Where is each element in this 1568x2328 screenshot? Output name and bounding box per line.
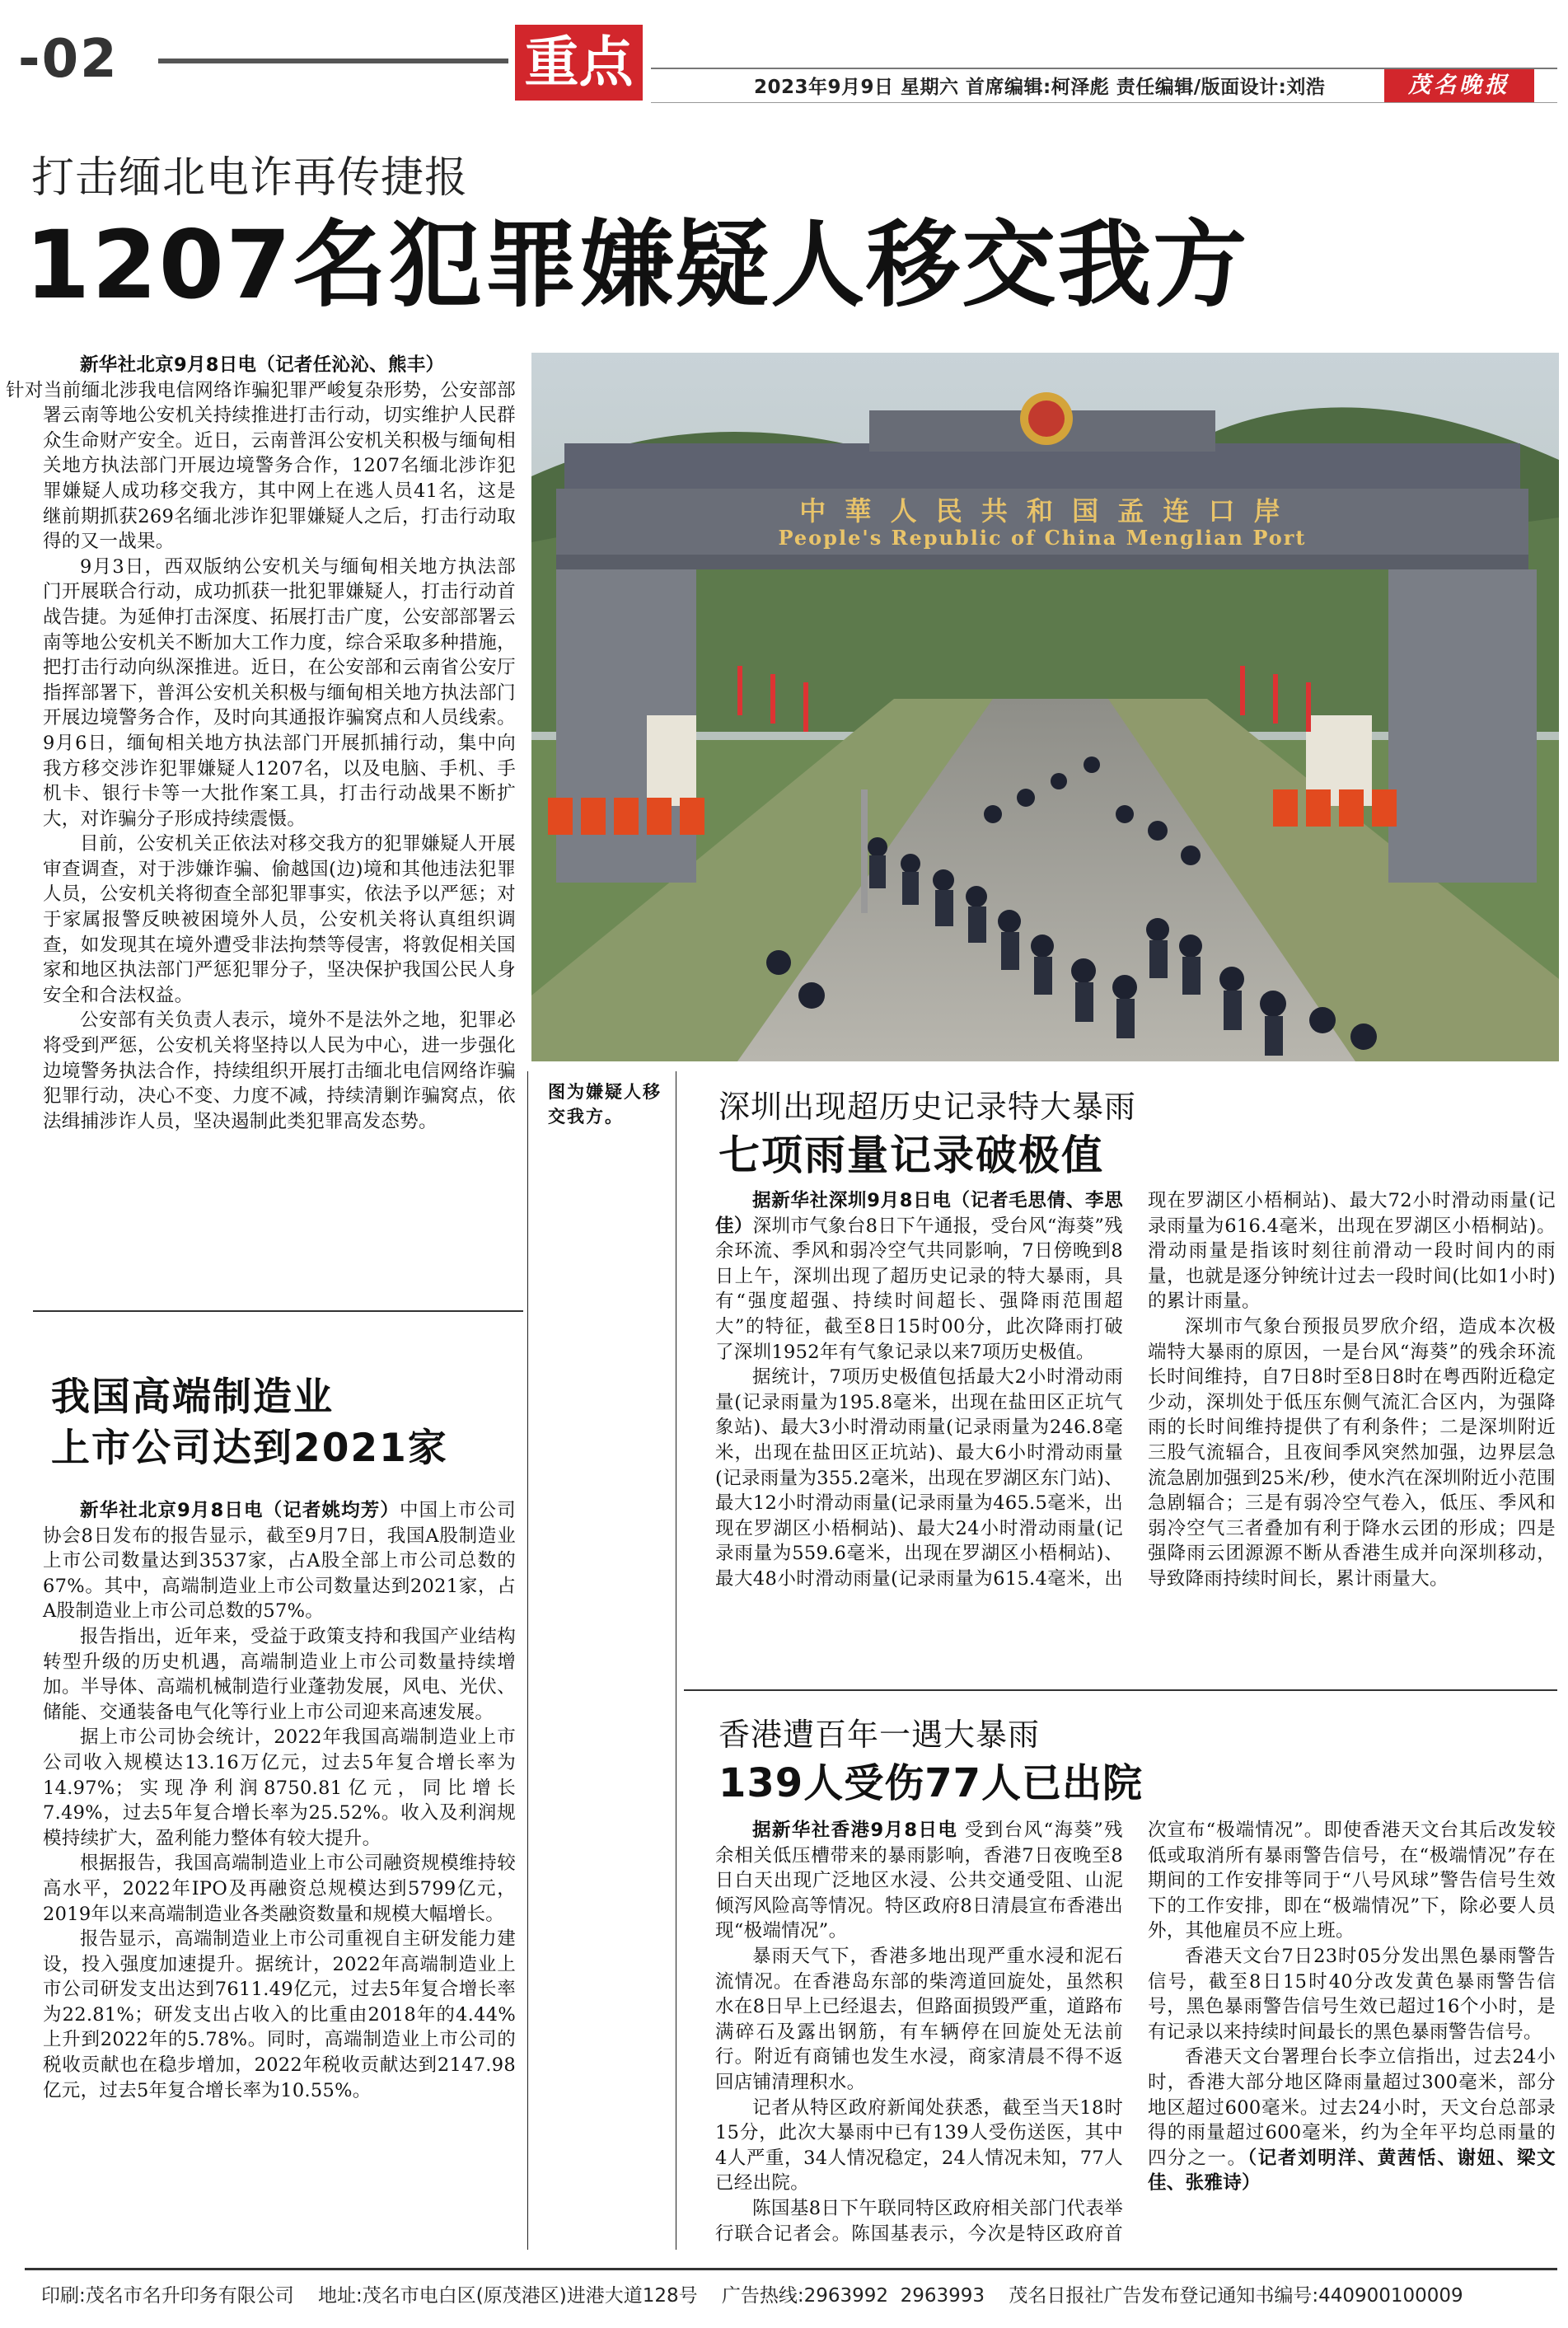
hongkong-text-6: 香港天文台署理台长李立信指出，过去24小时，香港大部分地区降雨量超过300毫米，部分地区超过600毫米。过去24小时，天文台总部录得的雨量超过600毫米，约为全年平均总雨量的四分之一。 — [1148, 2046, 1556, 2169]
manufacturing-article — [43, 1498, 516, 2103]
manufacturing-paragraph-5: 报告显示，高端制造业上市公司重视自主研发能力建设，投入强度加速提升。据统计，2022年高端制造业上市公司研发支出达到7611.49亿元，过去5年复合增长率为22.81%；研发支出占收入的比重由2018年的4.44%上升到2022年的5.78%。同时，高端制造业上市公司的税收贡献也在稳步增加，2022年税收贡献达到2147.98亿元，过去5年复合增长率为10.55%。 — [43, 1928, 516, 2101]
gate-sign-english: People's Republic of China Menglian Port — [778, 526, 1307, 550]
gate-sign-chinese: 中 華 人 民 共 和 国 孟 连 口 岸 — [799, 495, 1285, 527]
shenzhen-paragraph-1 — [715, 1188, 1123, 1365]
shenzhen-dateline: 据新华社深圳9月8日电（记者毛思倩、李思佳） — [715, 1190, 1123, 1237]
hongkong-kicker: 香港遭百年一遇大暴雨 — [718, 1717, 1041, 1753]
shenzhen-paragraph-2: 据统计，7项历史极值包括最大2小时滑动雨量(记录雨量为195.8毫米，出现在盐田区正坑气象站)、最大3小时滑动雨量(记录雨量为246.8毫米，出现在盐田区正坑站)、最大6小时滑动雨量(记录雨量为355.2毫米，出现在罗湖区东门站)、最大12小时滑动雨量(记录雨量为465.5毫米，出现在罗湖区小梧桐站)、最大24小时滑动雨量(记录雨量为559.6毫米，出现在罗湖区小梧桐站)、最大48小时滑动雨量(记录雨量为615.4毫米，出现在罗湖区小梧桐站)、最大72小时滑动雨量(记录雨量为616.4毫米，出现在罗湖区小梧桐站)。滑动雨量是指该时刻往前滑动一段时间内的雨量，也就是逐分钟统计过去一段时间(比如1小时)的累计雨量。 — [715, 1190, 1556, 1590]
shenzhen-article — [715, 1188, 1556, 1666]
lead-paragraph-2: 9月3日，西双版纳公安机关与缅甸相关地方执法部门开展联合行动，成功抓获一批犯罪嫌疑人，打击行动首战告捷。为延伸打击深度、拓展打击广度，公安部部署云南等地公安机关不断加大工作力度，综合采取多种措施，把打击行动向纵深推进。近日，在公安部和云南省公安厅指挥部署下，普洱公安机关积极与缅甸相关地方执法部门开展边境警务合作，及时向其通报诈骗窝点和人员线索。9月6日，缅甸相关地方执法部门开展抓捕行动，集中向我方移交涉诈犯罪嫌疑人1207名，以及电脑、手机、手机卡、银行卡等一大批作案工具，打击行动战果不断扩大，对诈骗分子形成持续震慑。 — [43, 555, 516, 830]
photo-caption: 图为嫌疑人移交我方。 — [548, 1082, 662, 1127]
lead-paragraph-1 — [6, 353, 516, 555]
hongkong-paragraph-3: 记者从特区政府新闻处获悉，截至当天18时15分，此次大暴雨中已有139人受伤送医，其中4人严重，34人情况稳定，24人情况未知，77人已经出院。 — [715, 2096, 1123, 2195]
column-divider — [527, 1071, 528, 2250]
manufacturing-headline-line2: 上市公司达到2021家 — [51, 1426, 448, 1471]
lead-kicker: 打击缅北电诈再传捷报 — [31, 153, 469, 203]
hongkong-article — [715, 1818, 1556, 2255]
shenzhen-paragraph-3: 深圳市气象台预报员罗欣介绍，造成本次极端特大暴雨的原因，一是台风“海葵”的残余环流长时间维持，自7日8时至8日8时在粤西附近稳定少动，深圳处于低压东侧气流汇合区内，为强降雨的长时间维持提供了有利条件；二是深圳附近三股气流辐合，且夜间季风突然加强，边界层急流急剧加强到25米/秒，使水汽在深圳附近小范围急剧辐合；三是有弱冷空气卷入，低压、季风和弱冷空气三者叠加有利于降水云团的形成；四是强降雨云团源源不断从香港生成并向深圳移动，导致降雨持续时间长，累计雨量大。 — [1148, 1315, 1556, 1590]
lead-headline: 1207名犯罪嫌疑人移交我方 — [25, 210, 1249, 320]
footer-rule — [25, 2268, 1557, 2270]
lead-text-1: 针对当前缅北涉我电信网络诈骗犯罪严峻复杂形势，公安部部署云南等地公安机关持续推进打击行动，切实维护人民群众生命财产安全。近日，云南普洱公安机关积极与缅甸相关地方执法部门开展边境警务合作，1207名缅北涉诈犯罪嫌疑人成功移交我方，其中网上在逃人员41名，这是继前期抓获269名缅北涉诈犯罪嫌疑人之后，打击行动取得的又一战果。 — [6, 379, 516, 553]
shenzhen-text-1: 深圳市气象台8日下午通报，受台风“海葵”残余环流、季风和弱冷空气共同影响，7日傍晚到8日上午，深圳出现了超历史记录的特大暴雨，具有“强度超强、持续时间超长、强降雨范围超大”的特征，截至8日15时00分，此次降雨打破了深圳1952年有气象记录以来7项历史极值。 — [715, 1215, 1123, 1363]
hongkong-paragraph-6 — [1148, 2045, 1556, 2196]
header-info: 2023年9月9日 星期六 首席编辑:柯泽彪 责任编辑/版面设计:刘浩 — [754, 77, 1326, 98]
section-divider — [684, 1689, 1557, 1691]
hongkong-text-1: 受到台风“海葵”残余相关低压槽带来的暴雨影响，香港7日夜晚至8日白天出现广泛地区水浸、公共交通受阻、山泥倾泻风险高等情况。特区政府8日清晨宣布香港出现“极端情况”。 — [715, 1820, 1123, 1942]
lead-paragraph-4: 公安部有关负责人表示，境外不是法外之地，犯罪必将受到严惩，公安机关将坚持以人民为中心，进一步强化边境警务执法合作，持续组织开展打击缅北电信网络诈骗犯罪行动，决心不变、力度不减，持续清剿诈骗窝点，依法缉捕涉诈人员，坚决遏制此类犯罪高发态势。 — [43, 1009, 516, 1132]
manufacturing-paragraph-2: 报告指出，近年来，受益于政策支持和我国产业结构转型升级的历史机遇，高端制造业上市公司数量持续增加。半导体、高端机械制造行业蓬勃发展，风电、光伏、储能、交通装备电气化等行业上市公司迎来高速发展。 — [43, 1625, 516, 1723]
manufacturing-headline-line1: 我国高端制造业 — [51, 1375, 334, 1420]
header-rule-bottom — [651, 102, 1557, 103]
hongkong-paragraph-2: 暴雨天气下，香港多地出现严重水浸和泥石流情况。在香港岛东部的柴湾道回旋处，虽然积水在8日早上已经退去，但路面损毁严重，道路布满碎石及露出钢筋，有车辆停在回旋处无法前行。附近有商铺也发生水浸，商家清晨不得不返回店铺清理积水。 — [715, 1945, 1123, 2093]
manufacturing-paragraph-1 — [43, 1498, 516, 1624]
lead-paragraph-3: 目前，公安机关正依法对移交我方的犯罪嫌疑人开展审查调查，对于涉嫌诈骗、偷越国(边)境和其他违法犯罪人员，公安机关将彻查全部犯罪事实，依法予以严惩；对于家属报警反映被困境外人员，公安机关将认真组织调查，如发现其在境外遭受非法拘禁等侵害，将敦促相关国家和地区执法部门严惩犯罪分子，坚决保护我国公民人身安全和合法权益。 — [43, 833, 516, 1006]
hongkong-paragraph-4: 陈国基8日下午联同特区政府相关部门代表举行联合记者会。陈国基表示，今次是特区政府首次宣布“极端情况”。即使香港天文台其后改发较低或取消所有暴雨警告信号，在“极端情况”存在期间的工作安排等同于“八号风球”警告信号生效下的工作安排，即在“极端情况”下，除必要人员外，其他雇员不应上班。 — [715, 1820, 1556, 2245]
manufacturing-paragraph-3: 据上市公司协会统计，2022年我国高端制造业上市公司收入规模达13.16万亿元，过去5年复合增长率为14.97%；实现净利润8750.81亿元，同比增长7.49%，过去5年复合增长率为25.52%。收入及利润规模持续扩大，盈利能力整体有较大提升。 — [43, 1726, 516, 1849]
shenzhen-kicker: 深圳出现超历史记录特大暴雨 — [718, 1089, 1137, 1125]
manufacturing-paragraph-4: 根据报告，我国高端制造业上市公司融资规模维持较高水平，2022年IPO及再融资总规模达到5799亿元，2019年以来高端制造业各类融资数量和规模大幅增长。 — [43, 1853, 516, 1925]
page-number: -02 — [18, 29, 119, 90]
border-port-photo — [531, 353, 1559, 1061]
hongkong-credit: （记者刘明洋、黄茜恬、谢妞、梁文佳、张雅诗） — [1148, 2147, 1556, 2195]
lead-dateline: 新华社北京9月8日电（记者任沁沁、熊丰） — [80, 354, 445, 376]
manufacturing-text-1: 中国上市公司协会8日发布的报告显示，截至9月7日，我国A股制造业上市公司数量达到3537家，占A股全部上市公司总数的67%。其中，高端制造业上市公司数量达到2021家，占A股制造业上市公司总数的57%。 — [43, 1500, 516, 1623]
header-rule-left — [158, 59, 508, 63]
masthead-logo: 茂名晚报 — [1384, 69, 1534, 102]
lead-article — [6, 353, 516, 1134]
section-tag: 重点 — [515, 25, 643, 101]
manufacturing-headline — [51, 1372, 448, 1474]
footer-info: 印刷:茂名市名升印务有限公司 地址:茂名市电白区(原茂港区)进港大道128号 广告热线:2963992 2963993 茂名日报社广告发布登记通知书编号:440900100009 — [41, 2285, 1463, 2307]
shenzhen-headline: 七项雨量记录破极值 — [718, 1131, 1104, 1179]
section-divider — [33, 1310, 523, 1312]
hongkong-paragraph-1 — [715, 1818, 1123, 1944]
photo-illustration — [531, 353, 1559, 1061]
manufacturing-dateline: 新华社北京9月8日电（记者姚均芳） — [80, 1500, 400, 1521]
hongkong-headline: 139人受伤77人已出院 — [718, 1760, 1143, 1806]
hongkong-paragraph-5: 香港天文台7日23时05分发出黑色暴雨警告信号，截至8日15时40分改发黄色暴雨警告信号，黑色暴雨警告信号生效已超过16个小时，是有记录以来持续时间最长的黑色暴雨警告信号。 — [1148, 1945, 1556, 2043]
hongkong-dateline: 据新华社香港9月8日电 — [752, 1820, 958, 1841]
